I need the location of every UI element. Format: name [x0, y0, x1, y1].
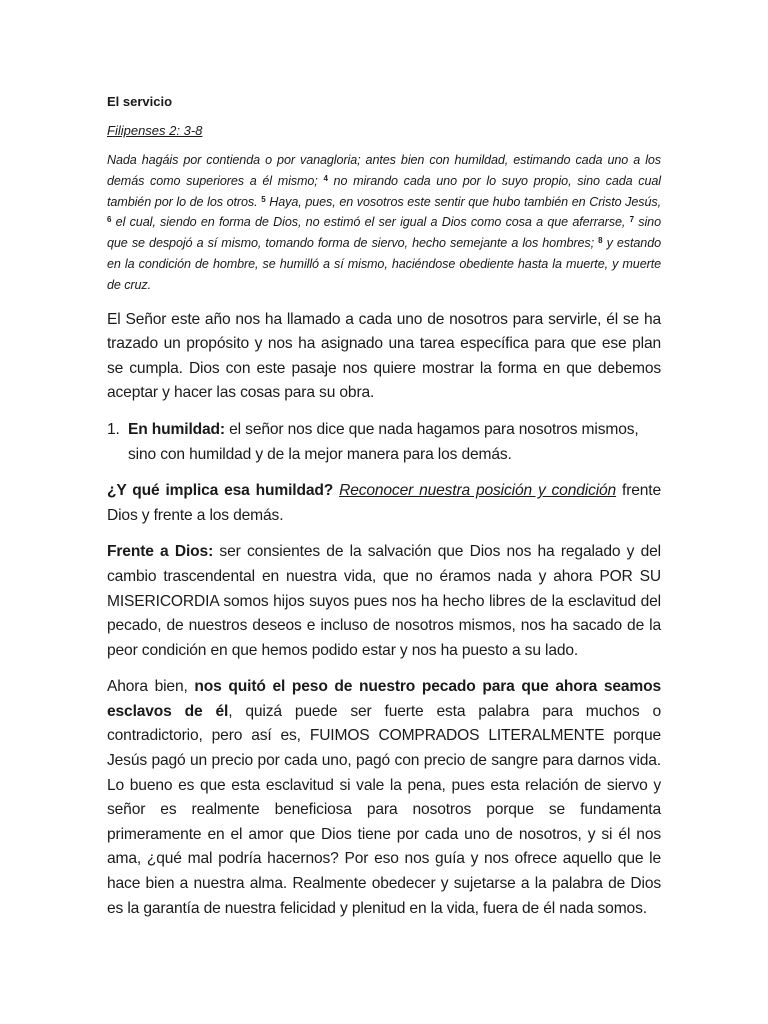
scripture-passage [107, 150, 661, 296]
verse-text: Haya, pues, en vosotros este sentir que hubo también en Cristo Jesús, [265, 194, 661, 209]
list-item-text: el señor nos dice que nada hagamos para nosotros mismos, sino con humildad y de la mejor manera para los demás. [128, 420, 639, 463]
list-item-body [128, 418, 661, 467]
verse-number: 5 [261, 194, 266, 204]
ahora-bien-paragraph [107, 675, 661, 921]
verse-number: 8 [598, 236, 603, 246]
verse-number: 6 [107, 215, 112, 225]
question-heading: ¿Y qué implica esa humildad? [107, 482, 334, 500]
frente-a-dios-text: ser consientes de la salvación que Dios nos ha regalado y del cambio trascendental en nuestra vida, que no éramos nada y ahora POR SU MISERICORDIA somos hijos suyos pues nos ha hecho libres de la esclavitud del pecado, de nuestros deseos e incluso de nosotros mismos, nos ha sacado de la peor condición en que hemos podido estar y nos ha puesto a su lado. [107, 543, 661, 659]
verse-text: el cual, siendo en forma de Dios, no estimó el ser igual a Dios como cosa a que aferrarse, [111, 215, 630, 230]
question-paragraph [107, 479, 661, 528]
scripture-reference: Filipenses 2: 3-8 [107, 123, 203, 138]
frente-a-dios-heading: Frente a Dios: [107, 543, 214, 561]
verse-text: y estando en la condición de hombre, se humilló a sí mismo, haciéndose obediente hasta la muerte, y muerte de cruz. [107, 236, 661, 292]
ahora-bien-text: , quizá puede ser fuerte esta palabra para muchos o contradictorio, pero así es, FUIMOS COMPRADOS LITERALMENTE porque Jesús pagó un precio por cada uno, pagó con precio de sangre para darnos vida. Lo bueno es que esta esclavitud si vale la pena, pues esta relación de siervo y señor es realmente beneficiosa para nosotros porque se fundamenta primeramente en el amor que Dios tiene por cada uno de nosotros, y si él nos ama, ¿qué mal podría hacernos? Por eso nos guía y nos ofrece aquello que le hace bien a nuestra alma. Realmente obedecer y sujetarse a la palabra de Dios es la garantía de nuestra felicidad y plenitud en la vida, fuera de él nada somos. [107, 702, 661, 917]
document-title: El servicio [107, 94, 173, 109]
ahora-bien-lead: Ahora bien, [107, 678, 195, 696]
document-page [107, 93, 661, 933]
list-item-heading: En humildad: [128, 420, 225, 438]
verse-text: Nada hagáis por contienda o por vanagloria; antes bien con humildad, estimando cada uno a los demás como superiores a él mismo; [107, 153, 661, 188]
verse-number: 7 [629, 215, 634, 225]
verse-text: no mirando cada uno por lo suyo propio, sino cada cual también por lo de los otros. [107, 173, 662, 209]
list-number: 1. [107, 420, 120, 438]
verse-number: 4 [323, 173, 328, 183]
frente-a-dios-paragraph [107, 540, 661, 663]
question-text: frente Dios y frente a los demás. [107, 482, 661, 524]
question-emphasis: Reconocer nuestra posición y condición [339, 482, 617, 500]
list-item-humildad [107, 418, 661, 467]
ahora-bien-emphasis: nos quitó el peso de nuestro pecado para que ahora seamos esclavos de él [107, 678, 661, 720]
verse-text: sino que se despojó a sí mismo, tomando forma de siervo, hecho semejante a los hombres; [107, 215, 661, 251]
intro-paragraph: El Señor este año nos ha llamado a cada uno de nosotros para servirle, él se ha trazado un propósito y nos ha asignado una tarea específica para que ese plan se cumpla. Dios con este pasaje nos quiere mostrar la forma en que debemos aceptar y hacer las cosas para su obra. [107, 310, 661, 402]
